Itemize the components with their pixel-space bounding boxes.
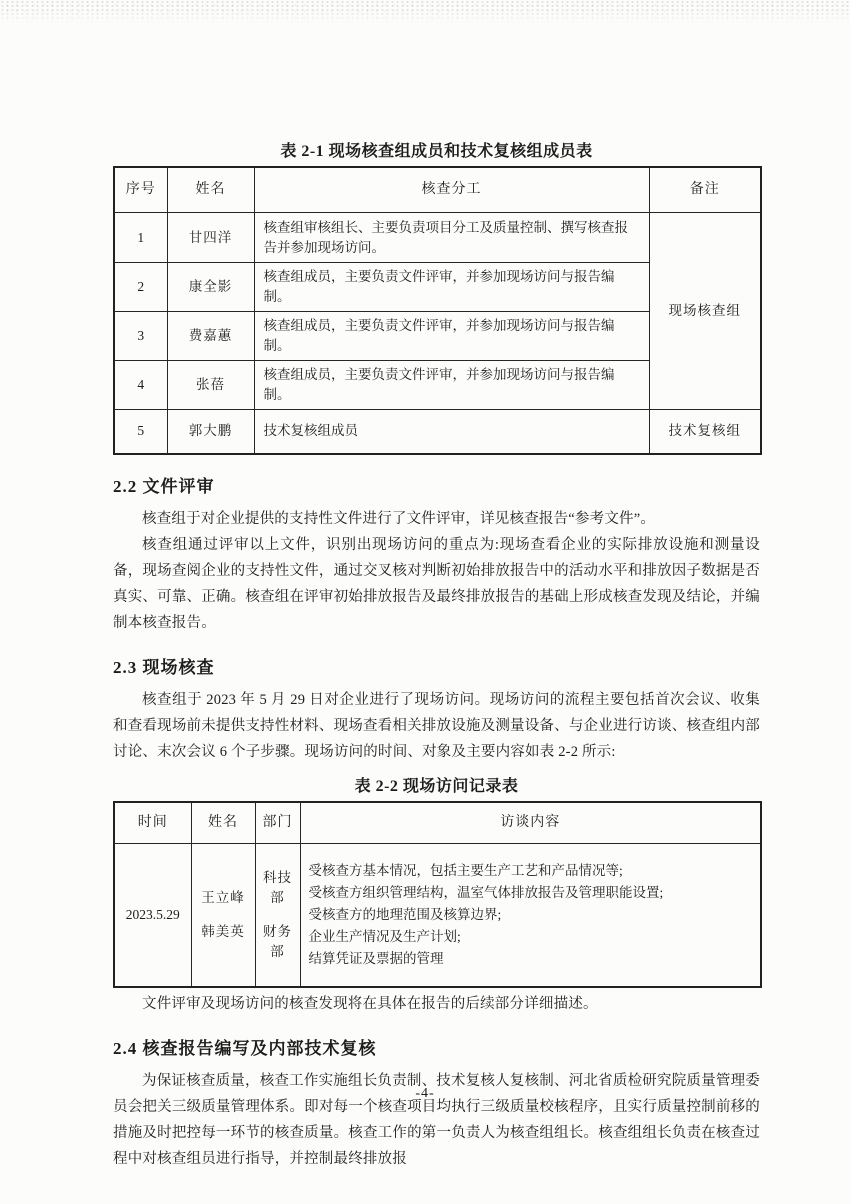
cell-duty: 核查组成员，主要负责文件评审，并参加现场访问与报告编制。 (254, 312, 649, 361)
table-2-2-title: 表 2-2 现场访问记录表 (354, 777, 519, 795)
cell-duty: 核查组成员，主要负责文件评审，并参加现场访问与报告编制。 (254, 361, 649, 410)
col-header-department: 部门 (255, 802, 300, 844)
section-2-3-paragraph-1: 核查组于 2023 年 5 月 29 日对企业进行了现场访问。现场访问的流程主要包括首次会议、收集和查看现场前未提供支持性材料、现场查看相关排放设施及测量设备、与企业进行访谈、核查组内部讨论、末次会议 6 个子步骤。现场访问的时间、对象及主要内容如表 2-2 所示: (113, 691, 760, 760)
col-header-remark: 备注 (649, 167, 761, 213)
table-row (114, 213, 761, 263)
table-row (114, 410, 761, 454)
section-2-3-heading: 2.3 现场核查 (113, 657, 215, 677)
section-2-4-heading: 2.4 核查报告编写及内部技术复核 (113, 1038, 377, 1058)
interview-content-line: 受核查方的地理范围及核算边界; (308, 906, 502, 922)
cell-no: 2 (114, 263, 167, 312)
cell-interview-content (300, 843, 761, 987)
cell-remark-site-team: 现场核查组 (649, 213, 761, 410)
cell-duty: 核查组审核组长、主要负责项目分工及质量控制、撰写核查报告并参加现场访问。 (254, 213, 649, 263)
col-header-duty: 核查分工 (254, 167, 649, 213)
table-2-2-header-row (114, 802, 761, 844)
interview-content-line: 受核查方基本情况，包括主要生产工艺和产品情况等; (308, 862, 623, 878)
col-header-interview-content: 访谈内容 (300, 802, 761, 844)
col-header-no: 序号 (114, 167, 167, 213)
page-content (113, 138, 760, 1172)
cell-departments (255, 843, 300, 987)
department-name: 科技部 (263, 869, 292, 905)
cell-name: 康全影 (167, 263, 254, 312)
col-header-time: 时间 (114, 802, 191, 844)
section-2-2-paragraph-1: 核查组于对企业提供的支持性文件进行了文件评审，详见核查报告“参考文件”。 (142, 510, 656, 527)
cell-time: 2023.5.29 (114, 843, 191, 987)
cell-no: 4 (114, 361, 167, 410)
department-name: 财务部 (263, 923, 292, 959)
cell-name: 甘四洋 (167, 213, 254, 263)
interviewee-name: 韩美英 (201, 923, 245, 939)
table-2-2 (113, 801, 762, 988)
interview-content-line: 企业生产情况及生产计划; (308, 928, 461, 944)
section-2-2-paragraph-2: 核查组通过评审以上文件，识别出现场访问的重点为:现场查看企业的实际排放设施和测量设备，现场查阅企业的支持性文件，通过交叉核对判断初始排放报告中的活动水平和排放因子数据是否真实、可靠、正确。核查组在评审初始排放报告及最终排放报告的基础上形成核查发现及结论，并编制本核查报告。 (113, 536, 760, 631)
after-table-2-2-paragraph: 文件评审及现场访问的核查发现将在具体在报告的后续部分详细描述。 (142, 995, 598, 1012)
section-2-2-heading: 2.2 文件评审 (113, 476, 215, 496)
interview-content-line: 受核查方组织管理结构，温室气体排放报告及管理职能设置; (308, 884, 664, 900)
cell-duty: 技术复核组成员 (254, 410, 649, 454)
cell-remark-review-team: 技术复核组 (649, 410, 761, 454)
table-row (114, 843, 761, 987)
page-number: -4- (415, 1086, 435, 1101)
cell-names (191, 843, 255, 987)
col-header-name: 姓名 (167, 167, 254, 213)
cell-no: 1 (114, 213, 167, 263)
table-2-1-header-row (114, 167, 761, 213)
cell-name: 郭大鹏 (167, 410, 254, 454)
scan-noise-band (0, 0, 850, 24)
table-2-1 (113, 166, 762, 455)
cell-duty: 核查组成员，主要负责文件评审，并参加现场访问与报告编制。 (254, 263, 649, 312)
cell-name: 费嘉蕙 (167, 312, 254, 361)
interview-content-line: 结算凭证及票据的管理 (308, 950, 444, 966)
col-header-name: 姓名 (191, 802, 255, 844)
interviewee-name: 王立峰 (201, 889, 245, 905)
section-2-4-paragraph-1: 为保证核查质量，核查工作实施组长负责制、技术复核人复核制、河北省质检研究院质量管理委员会把关三级质量管理体系。即对每一个核查项目均执行三级质量校核程序，且实行质量控制前移的措施及时把控每一环节的核查质量。核查工作的第一负责人为核查组组长。核查组组长负责在核查过程中对核查组员进行指导，并控制最终排放报 (113, 1072, 760, 1167)
cell-no: 5 (114, 410, 167, 454)
cell-no: 3 (114, 312, 167, 361)
cell-name: 张蓓 (167, 361, 254, 410)
table-2-1-title: 表 2-1 现场核查组成员和技术复核组成员表 (280, 143, 593, 160)
